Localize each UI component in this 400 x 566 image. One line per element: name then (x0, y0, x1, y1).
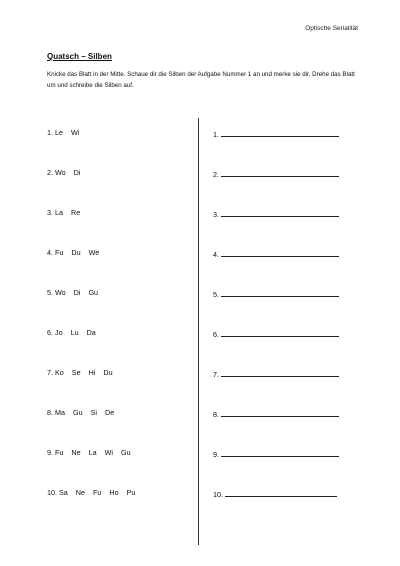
syllable: Di (73, 288, 81, 297)
syllable: Ma (55, 408, 65, 417)
answer-item (213, 488, 363, 528)
page-topic: Optische Serialität (305, 25, 358, 32)
item-number: 1. (47, 128, 53, 137)
syllable: Pu (126, 488, 136, 497)
answer-blank[interactable] (221, 288, 339, 297)
syllable: Fu (93, 488, 102, 497)
syllable: Fu (55, 448, 64, 457)
item-number: 9. (47, 448, 53, 457)
syllable: Ho (109, 488, 119, 497)
syllable-item (47, 368, 192, 408)
syllable: Wi (104, 448, 113, 457)
syllable: Jo (55, 328, 63, 337)
answer-blank[interactable] (221, 128, 339, 137)
item-number: 3. (47, 208, 53, 217)
item-number: 7. (47, 368, 53, 377)
syllable: Sa (59, 488, 68, 497)
syllable: Si (90, 408, 97, 417)
syllable: Fu (55, 248, 64, 257)
answer-blank[interactable] (221, 328, 339, 337)
syllable: Wo (55, 288, 66, 297)
syllable-item (47, 168, 192, 208)
syllable-list (47, 128, 192, 528)
syllable-item (47, 328, 192, 368)
answer-blank[interactable] (221, 448, 339, 457)
syllable: La (55, 208, 63, 217)
syllable-item (47, 208, 192, 248)
answer-item (213, 328, 363, 368)
syllable: We (88, 248, 100, 257)
item-number: 10. (47, 488, 57, 497)
item-number: 2. (47, 168, 53, 177)
syllable: Se (71, 368, 81, 377)
syllable: Wo (55, 168, 66, 177)
answer-number: 8. (213, 410, 219, 419)
answer-blank[interactable] (221, 248, 339, 257)
syllable: Ne (71, 448, 81, 457)
answer-number: 5. (213, 290, 219, 299)
answer-item (213, 128, 363, 168)
syllable: Gu (73, 408, 83, 417)
answer-item (213, 368, 363, 408)
answer-number: 3. (213, 210, 219, 219)
fold-divider (198, 118, 199, 545)
item-number: 4. (47, 248, 53, 257)
syllable: Da (86, 328, 96, 337)
worksheet-title: Quatsch – Silben (47, 52, 112, 61)
answer-blank[interactable] (221, 368, 339, 377)
answer-item (213, 208, 363, 248)
syllable: Du (71, 248, 81, 257)
answer-number: 6. (213, 330, 219, 339)
answer-blank[interactable] (221, 208, 339, 217)
syllable-item (47, 488, 192, 528)
answer-item (213, 168, 363, 208)
syllable: La (88, 448, 97, 457)
syllable-item (47, 408, 192, 448)
syllable: Gu (120, 448, 131, 457)
answer-number: 10. (213, 490, 223, 499)
syllable: Le (55, 128, 63, 137)
item-number: 6. (47, 328, 53, 337)
instructions-text: Knicke das Blatt in der Mitte. Schaue dir die Silben der Aufgabe Nummer 1 an und merke sie dir. Drehe das Blatt um und schreibe die Silben auf. (47, 71, 355, 89)
syllable-item (47, 128, 192, 168)
syllable-item (47, 248, 192, 288)
syllable-item (47, 288, 192, 328)
answer-number: 1. (213, 130, 219, 139)
answer-number: 9. (213, 450, 219, 459)
syllable: Ko (55, 368, 64, 377)
item-number: 8. (47, 408, 53, 417)
syllable: Wi (71, 128, 80, 137)
answer-list (213, 128, 363, 528)
answer-number: 2. (213, 170, 219, 179)
answer-number: 4. (213, 250, 219, 259)
syllable: Re (71, 208, 81, 217)
syllable-item (47, 448, 192, 488)
answer-blank[interactable] (225, 488, 337, 497)
syllable: Di (73, 168, 81, 177)
answer-blank[interactable] (221, 408, 339, 417)
syllable: Du (103, 368, 113, 377)
answer-blank[interactable] (221, 168, 339, 177)
answer-item (213, 448, 363, 488)
answer-number: 7. (213, 370, 219, 379)
answer-item (213, 288, 363, 328)
syllable: Gu (88, 288, 99, 297)
syllable: Lu (70, 328, 79, 337)
item-number: 5. (47, 288, 53, 297)
answer-item (213, 408, 363, 448)
syllable: De (105, 408, 115, 417)
answer-item (213, 248, 363, 288)
syllable: Hi (88, 368, 96, 377)
syllable: Ne (75, 488, 85, 497)
